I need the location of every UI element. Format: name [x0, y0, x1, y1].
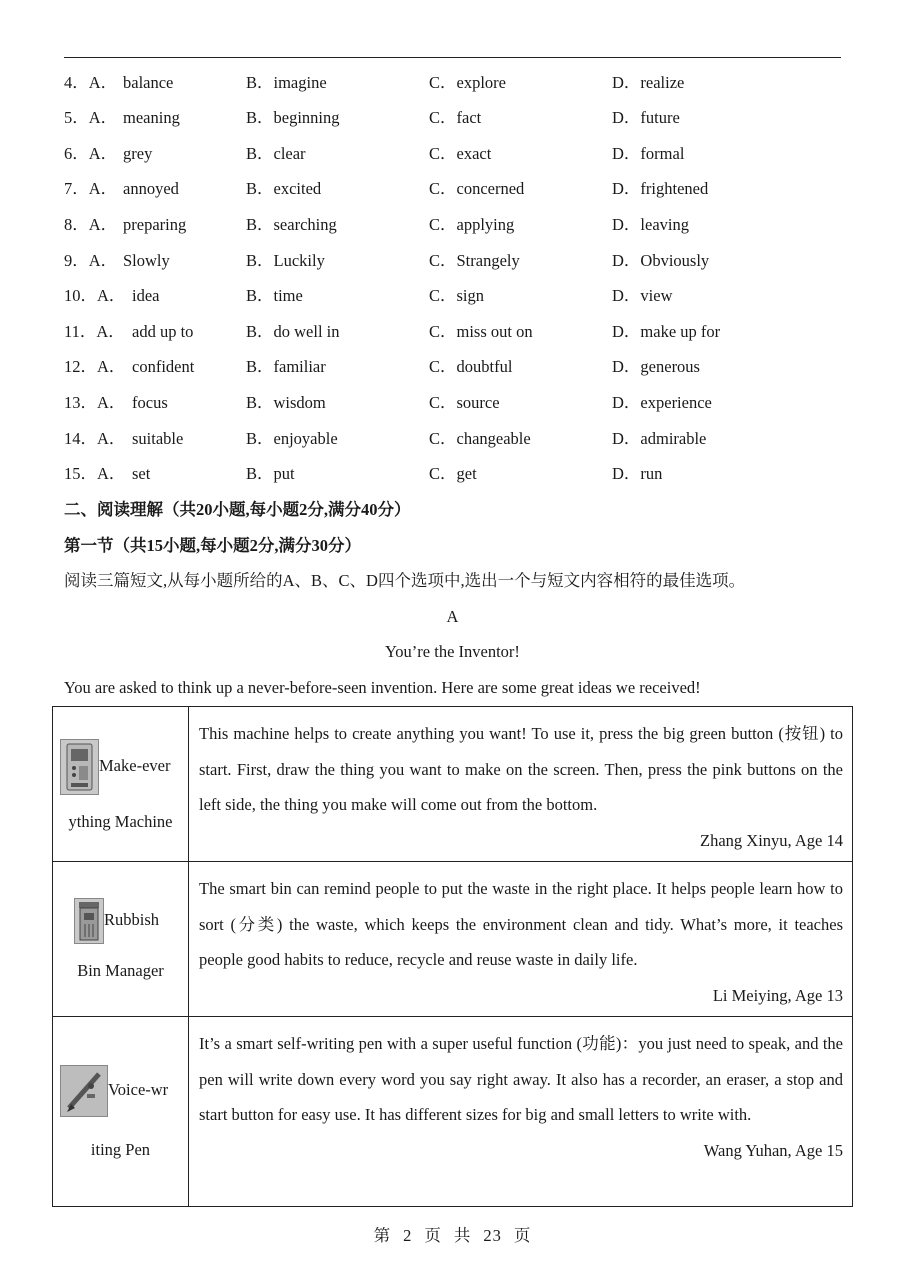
option-d: D．generous	[612, 357, 700, 376]
footer-di: 第	[373, 1226, 392, 1245]
footer-ye: 页	[424, 1226, 442, 1245]
invention-row	[53, 1017, 853, 1207]
option-c: C．changeable	[429, 429, 531, 448]
option-a: focus	[132, 393, 168, 412]
invention-author: Wang Yuhan, Age 15	[703, 1140, 843, 1160]
option-d: D．realize	[612, 73, 685, 92]
option-d: D．make up for	[612, 322, 721, 341]
section-2-heading: 二、阅读理解（共20小题,每小题2分,满分40分）	[64, 500, 411, 519]
option-b: B．searching	[246, 215, 337, 234]
option-c: C．miss out on	[429, 322, 533, 341]
footer-page-number: 2	[403, 1226, 413, 1245]
question-number: 8．A．	[64, 215, 118, 234]
reading-instruction: 阅读三篇短文,从每小题所给的A、B、C、D四个选项中,选出一个与短文内容相符的最佳选项。	[64, 571, 746, 590]
option-d: D．run	[612, 464, 663, 483]
option-a: grey	[123, 144, 153, 163]
option-b: B．Luckily	[246, 251, 325, 270]
invention-name-cell	[53, 707, 189, 862]
question-number: 4．A．	[64, 73, 118, 92]
option-b: B．excited	[246, 179, 322, 198]
invention-description-cell	[189, 1017, 853, 1207]
invention-name-part-2: Bin Manager	[77, 961, 164, 980]
passage-intro: You are asked to think up a never-before-seen invention. Here are some great ideas we received!	[64, 678, 701, 697]
question-row-4	[0, 68, 905, 98]
option-d: D．frightened	[612, 179, 709, 198]
invention-name-cell	[53, 1017, 189, 1207]
footer-ye: 页	[513, 1226, 532, 1245]
invention-description: It’s a smart self-writing pen with a super useful function (功能)：you just need to speak, and the pen will write down every word you say right away. It also has a recorder, an eraser, a stop and start button for easy use. It has different sizes for big and small letters to write with.	[199, 1034, 843, 1124]
question-number: 12．A．	[64, 357, 126, 376]
invention-description-cell	[189, 862, 853, 1017]
option-a: annoyed	[123, 179, 179, 198]
invention-description-cell	[189, 707, 853, 862]
invention-description: The smart bin can remind people to put the waste in the right place. It helps people learn how to sort (分类) the waste, which keeps the environment clean and tidy. What’s more, it teaches people good habits to reduce, recycle and reuse waste in daily life.	[199, 879, 843, 969]
invention-author: Zhang Xinyu, Age 14	[700, 830, 843, 850]
footer-total-pages: 23	[483, 1226, 502, 1245]
question-row-12	[0, 352, 905, 382]
passage-title: You’re the Inventor!	[385, 642, 520, 661]
question-number: 11．A．	[64, 322, 125, 341]
option-c: C．get	[429, 464, 477, 483]
header-rule	[64, 57, 841, 58]
invention-name-part-2: iting Pen	[90, 1140, 151, 1159]
invention-author: Li Meiying, Age 13	[712, 985, 843, 1005]
question-number: 5．A．	[64, 108, 118, 127]
question-row-9	[0, 246, 905, 276]
question-row-6	[0, 139, 905, 169]
option-a: meaning	[123, 108, 180, 127]
inventions-table	[52, 706, 853, 1207]
option-a: preparing	[123, 215, 187, 234]
option-a: set	[132, 464, 151, 483]
option-d: D．future	[612, 108, 680, 127]
question-row-13	[0, 388, 905, 418]
option-c: C．concerned	[429, 179, 525, 198]
option-a: add up to	[132, 322, 194, 341]
option-b: B．enjoyable	[246, 429, 338, 448]
option-a: balance	[123, 73, 174, 92]
question-number: 10．A．	[64, 286, 126, 305]
option-d: D．view	[612, 286, 673, 305]
pen-image-icon	[60, 1065, 108, 1117]
option-a: Slowly	[123, 251, 170, 270]
question-number: 7．A．	[64, 179, 118, 198]
option-c: C．doubtful	[429, 357, 513, 376]
invention-name-cell	[53, 862, 189, 1017]
invention-row	[53, 707, 853, 862]
option-a: idea	[132, 286, 160, 305]
question-row-11	[0, 317, 905, 347]
option-c: C．explore	[429, 73, 506, 92]
option-b: B．time	[246, 286, 303, 305]
question-row-8	[0, 210, 905, 240]
option-a: suitable	[132, 429, 184, 448]
option-b: B．imagine	[246, 73, 327, 92]
option-a: confident	[132, 357, 195, 376]
page-footer	[0, 1222, 905, 1246]
invention-name-part-2: ything Machine	[68, 812, 173, 831]
question-number: 14．A．	[64, 429, 126, 448]
option-c: C．fact	[429, 108, 482, 127]
option-b: B．clear	[246, 144, 306, 163]
question-number: 15．A．	[64, 464, 126, 483]
option-c: C．source	[429, 393, 500, 412]
question-row-10	[0, 281, 905, 311]
footer-gong: 共	[453, 1226, 472, 1245]
option-b: B．do well in	[246, 322, 340, 341]
option-d: D．Obviously	[612, 251, 710, 270]
section-2-part-1-heading: 第一节（共15小题,每小题2分,满分30分）	[64, 536, 361, 555]
option-b: B．put	[246, 464, 295, 483]
machine-image-icon	[60, 739, 99, 795]
question-row-5	[0, 103, 905, 133]
option-c: C．Strangely	[429, 251, 520, 270]
option-b: B．beginning	[246, 108, 340, 127]
invention-description: This machine helps to create anything you want! To use it, press the big green button (按钮) to start. First, draw the thing you want to make on the screen. Then, press the pink buttons on the left side, the thing you make will come out from the bottom.	[199, 724, 843, 814]
question-number: 9．A．	[64, 251, 118, 270]
invention-name-part-1: Make-ever	[99, 755, 171, 775]
invention-row	[53, 862, 853, 1017]
option-c: C．exact	[429, 144, 492, 163]
option-d: D．leaving	[612, 215, 689, 234]
question-row-14	[0, 424, 905, 454]
invention-name-part-1: Voice-wr	[108, 1079, 169, 1099]
question-number: 13．A．	[64, 393, 126, 412]
option-c: C．sign	[429, 286, 485, 305]
option-b: B．wisdom	[246, 393, 326, 412]
passage-letter: A	[446, 607, 459, 626]
option-c: C．applying	[429, 215, 515, 234]
question-number: 6．A．	[64, 144, 118, 163]
question-row-15	[0, 459, 905, 489]
option-d: D．formal	[612, 144, 685, 163]
invention-name-part-1: Rubbish	[104, 909, 160, 929]
option-d: D．admirable	[612, 429, 707, 448]
option-b: B．familiar	[246, 357, 326, 376]
option-d: D．experience	[612, 393, 712, 412]
rubbish-bin-image-icon	[74, 898, 104, 944]
question-row-7	[0, 174, 905, 204]
